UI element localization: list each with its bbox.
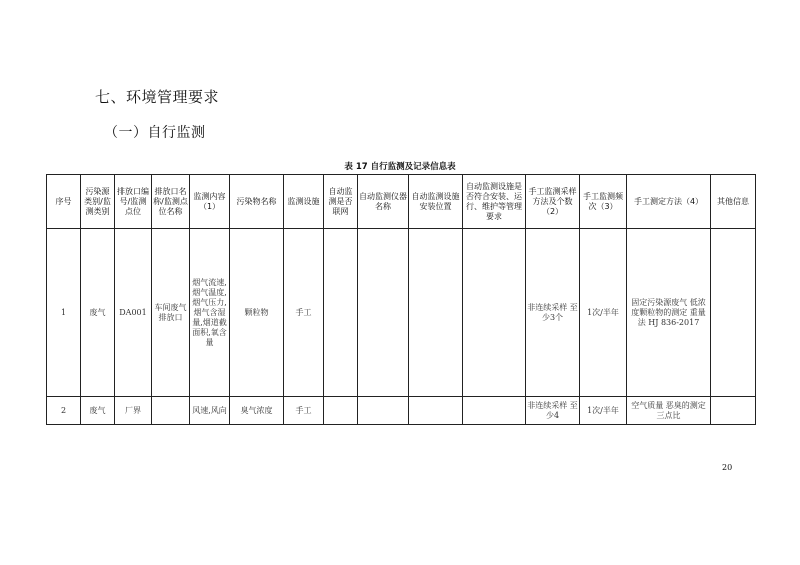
table-cell: 臭气浓度	[230, 397, 284, 425]
header-cell: 监测设施	[284, 175, 324, 229]
table-cell: 1次/半年	[580, 397, 627, 425]
table-cell: 非连续采样 至少3个	[526, 229, 580, 397]
header-cell: 自动监测设施安装位置	[409, 175, 463, 229]
header-cell: 其他信息	[711, 175, 756, 229]
table-cell	[358, 397, 409, 425]
header-cell: 自动监测设施是否符合安装、运行、维护等管理要求	[463, 175, 526, 229]
header-cell: 手工监测频次（3）	[580, 175, 627, 229]
header-cell: 排放口名称/监测点位名称	[152, 175, 190, 229]
table-cell	[324, 229, 358, 397]
page-number: 20	[722, 463, 733, 472]
header-cell: 自动监测是否联网	[324, 175, 358, 229]
table-cell	[463, 229, 526, 397]
header-row	[47, 175, 756, 229]
table-cell	[463, 397, 526, 425]
header-cell: 自动监测仪器名称	[358, 175, 409, 229]
table-cell: 厂界	[115, 397, 152, 425]
header-cell: 污染源类别/监测类别	[81, 175, 115, 229]
header-cell: 手工测定方法（4）	[627, 175, 711, 229]
header-cell: 排放口编号/监测点位	[115, 175, 152, 229]
table-cell	[324, 397, 358, 425]
table-row	[47, 397, 756, 425]
subsection-heading: （一）自行监测	[104, 125, 206, 141]
header-cell: 监测内容（1）	[190, 175, 230, 229]
table-cell: 固定污染源废气 低浓度颗粒物的测定 重量法 HJ 836-2017	[627, 229, 711, 397]
table-cell: 颗粒物	[230, 229, 284, 397]
table-cell: 非连续采样 至少4	[526, 397, 580, 425]
header-cell: 序号	[47, 175, 81, 229]
table-cell: 风速,风向	[190, 397, 230, 425]
table-caption: 表 17 自行监测及记录信息表	[344, 162, 456, 172]
table-cell: 废气	[81, 229, 115, 397]
table-cell	[711, 229, 756, 397]
table-cell: 手工	[284, 229, 324, 397]
table-row	[47, 229, 756, 397]
table-cell: 2	[47, 397, 81, 425]
table-cell	[358, 229, 409, 397]
table-cell: 手工	[284, 397, 324, 425]
table-cell	[711, 397, 756, 425]
header-cell: 污染物名称	[230, 175, 284, 229]
table-cell: DA001	[115, 229, 152, 397]
table-cell: 1	[47, 229, 81, 397]
table-cell: 烟气流速,烟气温度,烟气压力,烟气含湿量,烟道截面积,氧含量	[190, 229, 230, 397]
table-cell: 车间废气排放口	[152, 229, 190, 397]
header-cell: 手工监测采样方法及个数（2）	[526, 175, 580, 229]
section-heading: 七、环境管理要求	[95, 88, 220, 106]
table-cell	[409, 397, 463, 425]
table-cell: 空气质量 恶臭的测定 三点比	[627, 397, 711, 425]
table-cell: 废气	[81, 397, 115, 425]
monitoring-table	[46, 174, 756, 425]
table-cell	[409, 229, 463, 397]
table-cell: 1次/半年	[580, 229, 627, 397]
table-cell	[152, 397, 190, 425]
